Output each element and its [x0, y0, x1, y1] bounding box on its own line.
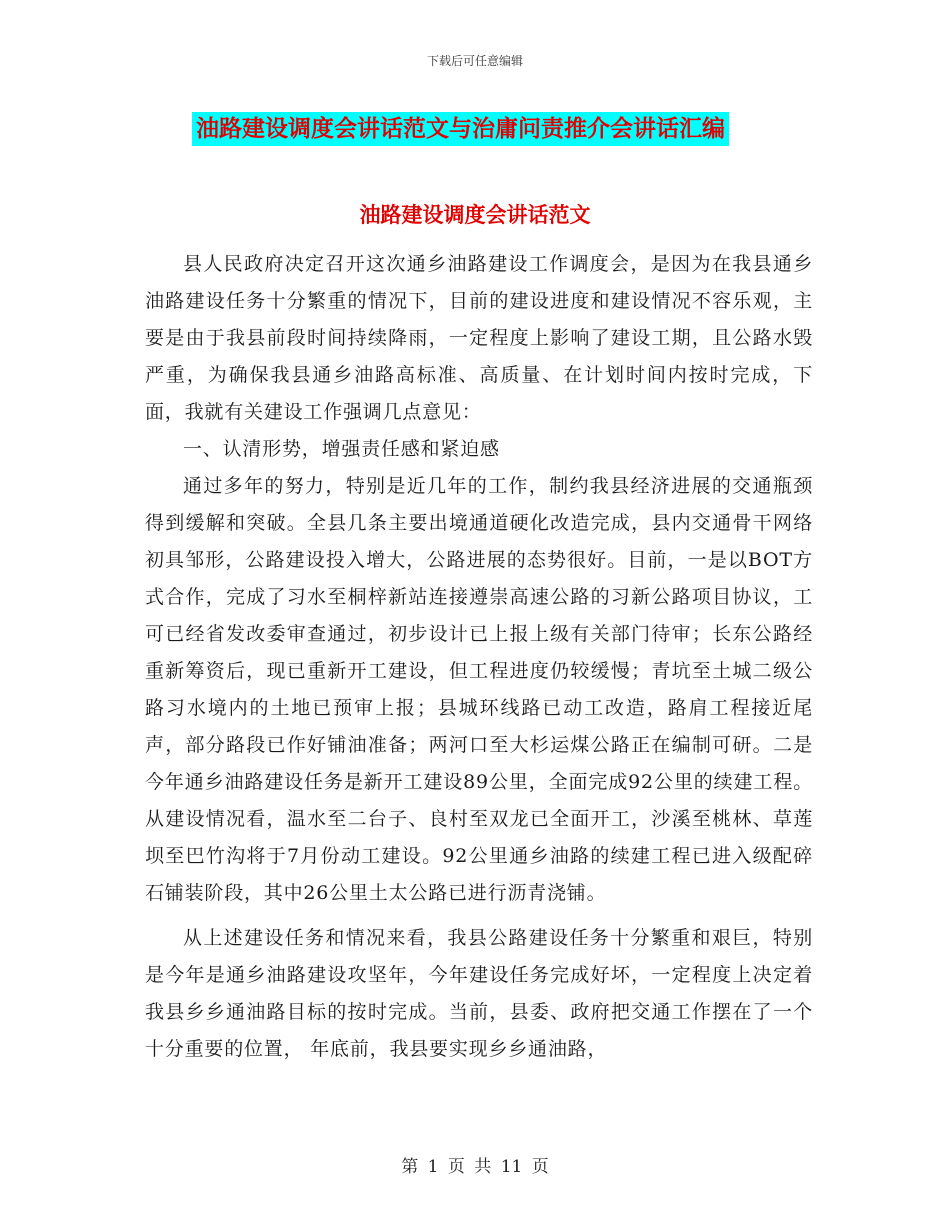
paragraph-2: 通过多年的努力，特别是近几年的工作，制约我县经济进展的交通瓶颈得到缓解和突破。全县几条主要出境通道硬化改造完成，县内交通骨干网络初具邹形，公路建设投入增大，公路进展的态势很好。目前，一是以BOT方式合作，完成了习水至桐梓新站连接遵崇高速公路的习新公路项目协议，工可已经省发改委审查通过，初步设计已上报上级有关部门待审；长东公路经重新筹资后，现已重新开工建设，但工程进度仍较缓慢；青坑至土城二级公路习水境内的土地已预审上报；县城环线路已动工改造，路肩工程接近尾声，部分路段已作好铺油准备；两河口至大杉运煤公路正在编制可研。二是今年通乡油路建设任务是新开工建设89公里，全面完成92公里的续建工程。从建设情况看，温水至二台子、良村至双龙已全面开工，沙溪至桃林、草莲坝至巴竹沟将于7月份动工建设。92公里通乡油路的续建工程已进入级配碎石铺装阶段，其中26公里土太公路已进行沥青浇铺。 [145, 475, 813, 904]
header-note: 下载后可任意编辑 [426, 54, 523, 68]
section-title: 油路建设调度会讲话范文 [359, 203, 591, 227]
body-text [145, 246, 813, 1068]
paragraph-heading: 一、认清形势，增强责任感和紧迫感 [183, 438, 500, 460]
document-title: 油路建设调度会讲话范文与治庸问责推介会讲话汇编 [192, 112, 729, 146]
paragraph-3: 从上述建设任务和情况来看，我县公路建设任务十分繁重和艰巨，特别是今年是通乡油路建设攻坚年，今年建设任务完成好坏，一定程度上决定着我县乡乡通油路目标的按时完成。当前，县委、政府把交通工作摆在了一个十分重要的位置， 年底前，我县要实现乡乡通油路， [145, 927, 813, 1060]
paragraph-1: 县人民政府决定召开这次通乡油路建设工作调度会，是因为在我县通乡油路建设任务十分繁重的情况下，目前的建设进度和建设情况不容乐观，主要是由于我县前段时间持续降雨，一定程度上影响了建设工期，且公路水毁严重，为确保我县通乡油路高标准、高质量、在计划时间内按时完成，下面，我就有关建设工作强调几点意见： [145, 253, 813, 423]
page-footer: 第 1 页 共 11 页 [401, 1157, 549, 1177]
